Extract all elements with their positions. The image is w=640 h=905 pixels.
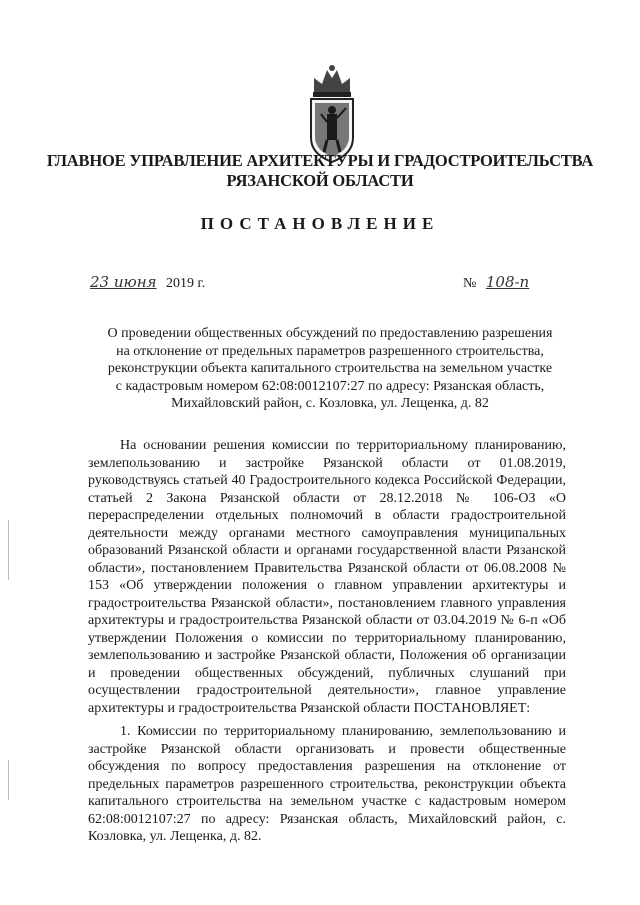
handwritten-date: 23 июня [90,273,157,291]
body-paragraph-2: 1. Комиссии по территориальному планированию, землепользованию и застройке Рязанской области организовать и провести общественные обсуждения по вопросу предоставления разрешения на отклонение от предельных параметров разрешенного строительства, реконструкции объекта капитального строительства на земельном участке с кадастровым номером 62:08:0012107:27 по адресу: Рязанская область, Михайловский район, с. Козловка, ул. Лещенка, д. 82. [88,724,566,844]
document-number [463,273,529,292]
subject-line: О проведении общественных обсуждений по предоставлению разрешения [107,326,553,341]
organization-name-line2: РЯЗАНСКОЙ ОБЛАСТИ [226,171,414,190]
document-type-title: ПОСТАНОВЛЕНИЕ [200,214,440,233]
organization-name-line1: ГЛАВНОЕ УПРАВЛЕНИЕ АРХИТЕКТУРЫ И ГРАДОСТРОИТЕЛЬСТВА [46,151,594,170]
subject-line: реконструкции объекта капитального строительства на земельном участке [107,361,553,377]
subject-line: на отклонение от предельных параметров разрешенного строительства, [116,343,544,359]
subject-line: с кадастровым номером 62:08:0012107:27 по адресу: Рязанская область, [115,378,545,394]
date-year: 2019 г. [166,276,206,291]
number-label: № [463,276,477,291]
subject-line: Михайловский район, с. Козловка, ул. Лещенка, д. 82 [171,396,489,412]
document-subject [95,325,565,413]
handwritten-number: 108-п [485,273,530,291]
document-date [90,273,205,292]
body-paragraph-1: На основании решения комиссии по территориальному планированию, землепользованию и застройке Рязанской области от 01.08.2019, руководствуясь статьей 40 Градостроительного кодекса Российской Федерации, статьей 2 Закона Рязанской области от 28.12.2018 № 106-ОЗ «О перераспределении отдельных полномочий в области градостроительной деятельности между органами местного самоуправления муниципальных образований Рязанской области и органами государственной власти Рязанской области», постановлением Правительства Рязанской области от 06.08.2008 № 153 «Об утверждении положения о главном управлении архитектуры и градостроительства Рязанской области», постановлением главного управления архитектуры и градостроительства Рязанской области от 03.04.2019 № 6-п «Об утверждении Положения о комиссии по территориальному планированию, землепользованию и застройке Рязанской области, Положения об организации и проведении общественных обсуждений, публичных слушаний при осуществлении градостроительной деятельности», главное управление архитектуры и градостроительства Рязанской области ПОСТАНОВЛЯЕТ: [88,438,566,716]
